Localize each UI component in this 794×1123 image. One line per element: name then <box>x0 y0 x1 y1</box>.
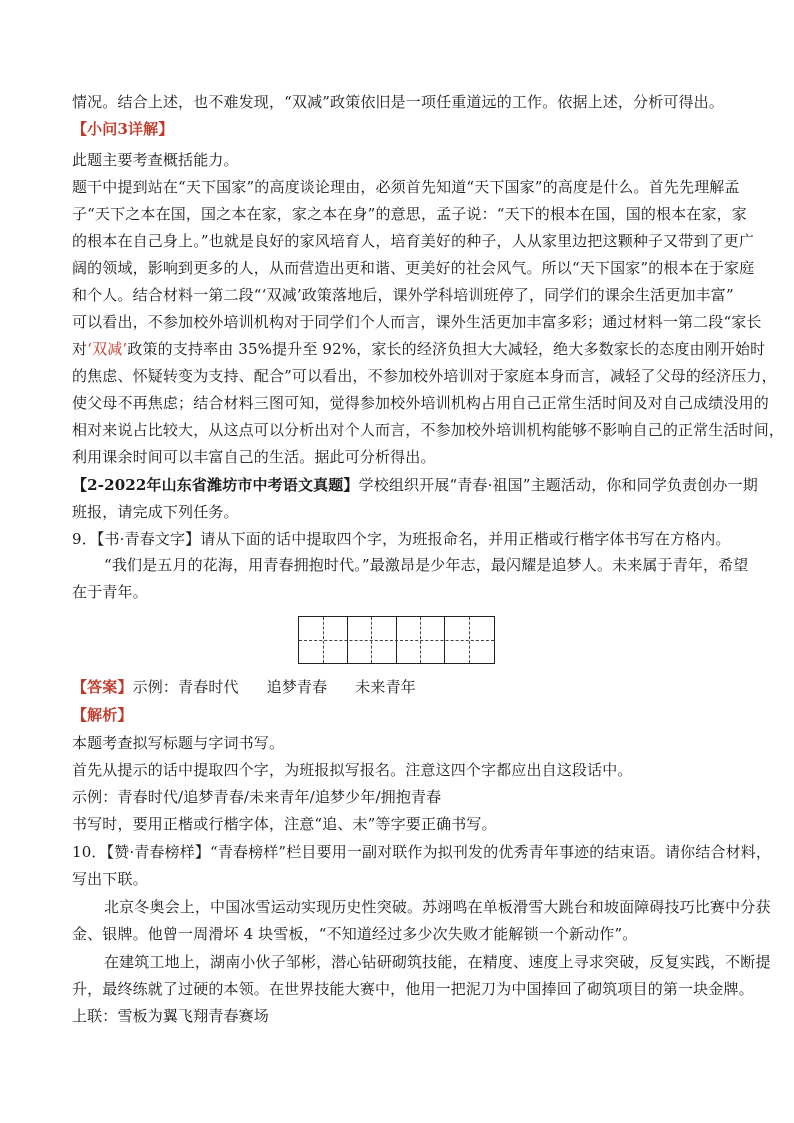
analysis-line: 书写时，要用正楷或行楷字体，注意“追、未”等字要正确书写。 <box>72 815 497 833</box>
section-text: 班报，请完成下列任务。 <box>72 503 239 521</box>
question-10: 写出下联。 <box>72 870 148 888</box>
material-line: 金、银牌。他曾一周滑坏 4 块雪板，“不知道经过多少次失败才能解锁一个新动作”。 <box>72 925 638 943</box>
text-segment: 对 <box>72 340 88 358</box>
answer-line <box>72 677 416 697</box>
analysis-line: 利用课余时间可以丰富自己的生活。据此可分析得出。 <box>72 448 436 466</box>
analysis-line: 相对来说占比较大，从这点可以分析出对个人而言，不参加校外培训机构能够不影响自己的正常生活时间， <box>72 421 785 439</box>
analysis-line: 的根本在自己身上。”也就是良好的家风培育人，培育美好的种子，人从家里边把这颗种子又带到了更广 <box>72 232 755 250</box>
upper-couplet: 上联：雪板为翼飞翔青春赛场 <box>72 1007 269 1025</box>
section-heading <box>72 475 758 495</box>
material-line: 在建筑工地上，湖南小伙子邹彬，潜心钻研砌筑技能，在精度、速度上寻求突破，反复实践，不断提 <box>104 953 771 971</box>
analysis-line: 使父母不再焦虑；结合材料三图可知，觉得参加校外培训机构占用自己正常生活时间及对自己成绩没用的 <box>72 394 769 412</box>
writing-grid <box>298 616 495 664</box>
answer-tag: 【答案】 <box>72 678 133 696</box>
answer-prefix: 示例： <box>132 678 179 696</box>
highlighted-term: ‘双减’ <box>87 340 128 358</box>
q3-heading: 【小问3详解】 <box>72 120 174 138</box>
q3-intro: 此题主要考查概括能力。 <box>72 151 239 169</box>
paragraph-line: 情况。结合上述，也不难发现，“双减”政策依旧是一项任重道远的工作。依据上述，分析可得出。 <box>72 93 724 111</box>
analysis-line: 本题考查拟写标题与字词书写。 <box>72 734 285 752</box>
analysis-line: 题干中提到站在“天下国家”的高度谈论理由，必须首先知道“天下国家”的高度是什么。首先先理解孟 <box>72 178 740 196</box>
quote-line: 在于青年。 <box>72 583 148 601</box>
analysis-line: 和个人。结合材料一第二段“‘双减’政策落地后，课外学科培训班停了，同学们的课余生活更加丰富” <box>72 286 734 304</box>
analysis-line <box>72 339 765 359</box>
answer-example: 追梦青春 <box>266 678 328 696</box>
question-10: 10．【赞·青春榜样】“青春榜样”栏目要用一副对联作为拟刊发的优秀青年事迹的结束语。请你结合材料， <box>72 843 772 861</box>
answer-example: 未来青年 <box>355 678 416 696</box>
section-text: 学校组织开展“青春·祖国”主题活动，你和同学负责创办一期 <box>358 476 758 494</box>
analysis-line: 的焦虑、怀疑转变为支持、配合”可以看出，不参加校外培训对于家庭本身而言，减轻了父母的经济压力， <box>72 367 777 385</box>
answer-example: 青春时代 <box>178 678 239 696</box>
material-line: 北京冬奥会上，中国冰雪运动实现历史性突破。苏翊鸣在单板滑雪大跳台和坡面障碍技巧比赛中分获 <box>104 898 771 916</box>
analysis-line: 阔的领域，影响到更多的人，从而营造出更和谐、更美好的社会风气。所以“天下国家”的根本在于家庭 <box>72 259 755 277</box>
text-segment: 政策的支持率由 35%提升至 92%，家长的经济负担大大减轻，绝大多数家长的态度由刚开始时 <box>127 340 766 358</box>
analysis-line: 子“天下之本在国，国之本在家，家之本在身”的意思，孟子说：“天下的根本在国，国的根本在家，家 <box>72 205 747 223</box>
analysis-line: 可以看出，不参加校外培训机构对于同学们个人而言，课外生活更加丰富多彩；通过材料一第二段“家长 <box>72 313 762 331</box>
question-9: 9．【书·青春文字】请从下面的话中提取四个字，为班报命名，并用正楷或行楷字体书写在方格内。 <box>72 530 731 548</box>
quote-line: “我们是五月的花海，用青春拥抱时代。”最激昂是少年志，最闪耀是追梦人。未来属于青年，希望 <box>104 556 749 574</box>
section-source-tag: 【2-2022年山东省潍坊市中考语文真题】 <box>72 476 359 494</box>
analysis-line: 首先从提示的话中提取四个字，为班报拟写报名。注意这四个字都应出自这段话中。 <box>72 761 633 779</box>
analysis-tag: 【解析】 <box>72 706 133 724</box>
analysis-line: 示例：青春时代/追梦青春/未来青年/追梦少年/拥抱青春 <box>72 788 442 806</box>
material-line: 升，最终练就了过硬的本领。在世界技能大赛中，他用一把泥刀为中国捧回了砌筑项目的第一块金牌。 <box>72 980 754 998</box>
